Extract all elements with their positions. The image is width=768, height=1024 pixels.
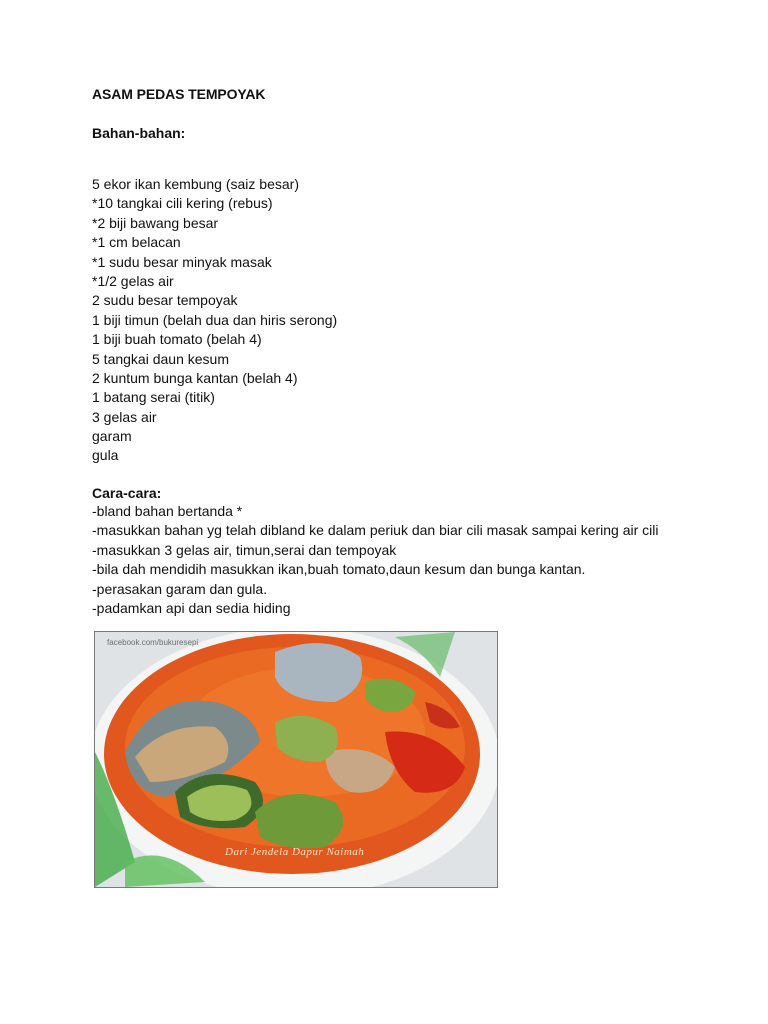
recipe-title: ASAM PEDAS TEMPOYAK <box>92 86 266 102</box>
ingredient-item: garam <box>92 428 132 445</box>
method-step: -padamkan api dan sedia hiding <box>92 599 291 616</box>
method-heading: Cara-cara: <box>92 485 162 501</box>
ingredient-item: 1 biji timun (belah dua dan hiris serong) <box>92 311 338 328</box>
method-step: -bila dah mendidih masukkan ikan,buah tomato,daun kesum dan bunga kantan. <box>92 561 586 578</box>
ingredient-item: 1 batang serai (titik) <box>92 389 215 406</box>
photo-watermark-bottom: Dari Jendela Dapur Naimah <box>225 846 365 858</box>
ingredient-item: 5 tangkai daun kesum <box>92 350 229 367</box>
ingredient-item: 5 ekor ikan kembung (saiz besar) <box>92 176 299 192</box>
method-step: -masukkan 3 gelas air, timun,serai dan tempoyak <box>92 541 397 558</box>
ingredients-heading: Bahan-bahan: <box>92 125 186 141</box>
ingredient-item: 2 kuntum bunga kantan (belah 4) <box>92 369 298 386</box>
ingredient-item: *10 tangkai cili kering (rebus) <box>92 195 273 212</box>
method-steps-list <box>92 502 659 618</box>
ingredient-item: gula <box>92 447 119 464</box>
ingredient-item: 1 biji buah tomato (belah 4) <box>92 331 262 348</box>
method-step: -bland bahan bertanda * <box>92 503 243 519</box>
ingredients-list <box>92 175 337 466</box>
ingredient-item: *1 sudu besar minyak masak <box>92 253 272 270</box>
ingredient-item: 3 gelas air <box>92 408 157 425</box>
method-step: -perasakan garam dan gula. <box>92 580 268 597</box>
method-step: -masukkan bahan yg telah dibland ke dalam periuk dan biar cili masak sampai kering air cili <box>92 522 659 539</box>
ingredient-item: *2 biji bawang besar <box>92 214 219 231</box>
photo-watermark-top: facebook.com/bukuresepi <box>107 638 199 647</box>
ingredient-item: 2 sudu besar tempoyak <box>92 292 238 309</box>
dish-photo <box>94 631 498 888</box>
ingredient-item: *1/2 gelas air <box>92 272 174 289</box>
ingredient-item: *1 cm belacan <box>92 234 181 251</box>
